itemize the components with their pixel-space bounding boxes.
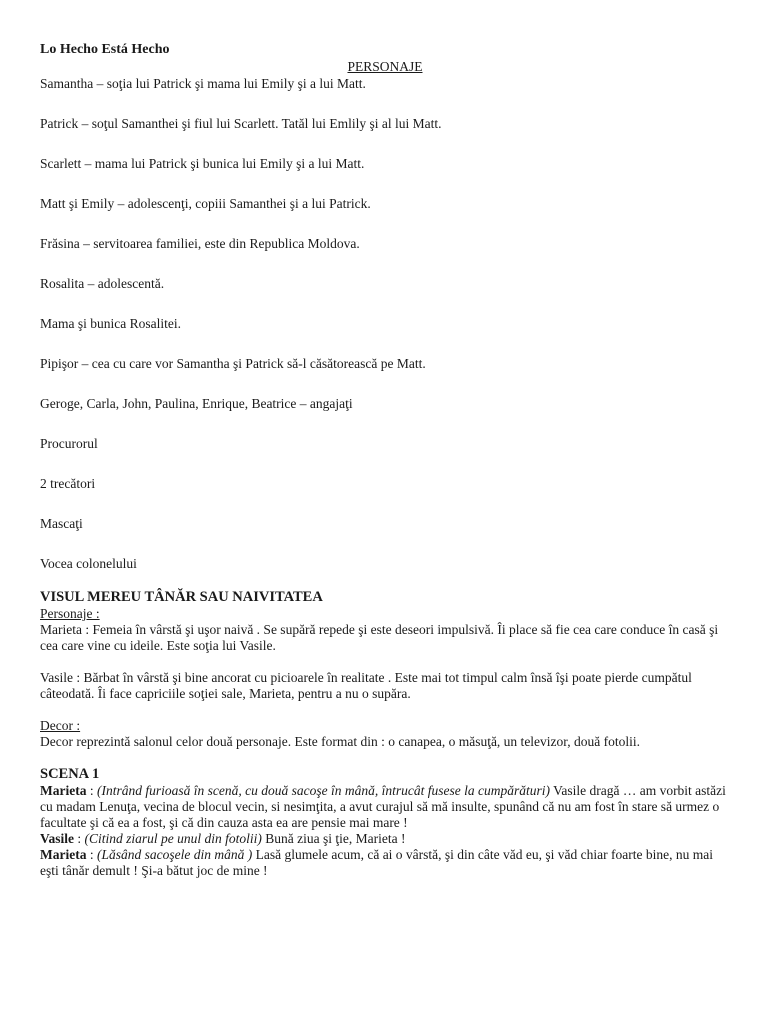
character-entry: 2 trecători	[40, 476, 96, 491]
vasile-description: Vasile : Bărbat în vârstă şi bine ancorat cu picioarele în realitate . Este mai tot timpul calm însă îşi poate pierde cumpătul câteodată. Îi face capriciile soţiei sale, Marieta, pentru a nu o supăra.	[40, 670, 692, 701]
character-entry: Matt şi Emily – adolescenţi, copiii Samanthei şi a lui Patrick.	[40, 196, 371, 211]
character-entry: Rosalita – adolescentă.	[40, 276, 165, 291]
decor-label: Decor :	[40, 718, 81, 733]
speaker-name: Vasile	[40, 831, 75, 846]
character-entry: Mama şi bunica Rosalitei.	[40, 316, 181, 331]
dialogue-text: Vasile dragă … am vorbit astăzi cu madam Lenuţa, vecina de blocul vecin, si nesimţita, a avut curajul să mă insulte, spunând că nu am fost în stare să urmez o facultate şi că ea a fost, şi că din cauza asta ea are pensie mai mare !	[40, 783, 726, 830]
speaker-separator: :	[74, 831, 85, 846]
dialogue-text: Bună ziua şi ţie, Marieta !	[261, 831, 406, 846]
dialogue-line	[40, 847, 730, 879]
dialogue-text: Lasă glumele acum, că ai o vârstă, şi din câte văd eu, şi văd chiar foarte bine, nu mai eşti tânăr demult ! Şi-a bătut joc de mine !	[40, 847, 713, 878]
character-entry: Scarlett – mama lui Patrick şi bunica lui Emily şi a lui Matt.	[40, 156, 365, 171]
scene-title: SCENA 1	[40, 766, 100, 782]
speaker-name: Marieta	[40, 783, 87, 798]
dialogue-line	[40, 783, 730, 831]
character-entry: Procurorul	[40, 436, 98, 451]
speaker-name: Marieta	[40, 847, 87, 862]
stage-direction: (Lăsând sacoşele din mână )	[97, 847, 253, 862]
personaje-label: Personaje :	[40, 606, 100, 621]
character-entry: Geroge, Carla, John, Paulina, Enrique, Beatrice – angajaţi	[40, 396, 353, 411]
characters-list	[40, 76, 730, 572]
speaker-separator: :	[86, 783, 97, 798]
character-entry: Mascaţi	[40, 516, 83, 531]
character-entry: Pipişor – cea cu care vor Samantha şi Patrick să-l căsătorească pe Matt.	[40, 356, 426, 371]
document-page	[40, 42, 730, 879]
characters-heading: PERSONAJE	[347, 59, 423, 74]
document-title: Lo Hecho Está Hecho	[40, 42, 170, 57]
character-entry: Patrick – soţul Samanthei şi fiul lui Scarlett. Tatăl lui Emlily şi al lui Matt.	[40, 116, 442, 131]
decor-text: Decor reprezintă salonul celor două personaje. Este format din : o canapea, o măsuţă, un televizor, două fotolii.	[40, 734, 640, 749]
section-title: VISUL MEREU TÂNĂR SAU NAIVITATEA	[40, 589, 323, 605]
stage-direction: (Intrând furioasă în scenă, cu două sacoşe în mână, întrucât fusese la cumpărături)	[97, 783, 550, 798]
character-entry: Samantha – soţia lui Patrick şi mama lui Emily şi a lui Matt.	[40, 76, 366, 91]
character-entry: Frăsina – servitoarea familiei, este din Republica Moldova.	[40, 236, 360, 251]
stage-direction: (Citind ziarul pe unul din fotolii)	[84, 831, 262, 846]
character-entry: Vocea colonelului	[40, 556, 137, 571]
speaker-separator: :	[86, 847, 97, 862]
dialogue-line	[40, 831, 730, 847]
marieta-description: Marieta : Femeia în vârstă şi uşor naivă . Se supără repede şi este deseori impulsivă. Îi place să fie cea care conduce în casă şi cea care vine cu ideile. Este soţia lui Vasile.	[40, 622, 719, 653]
